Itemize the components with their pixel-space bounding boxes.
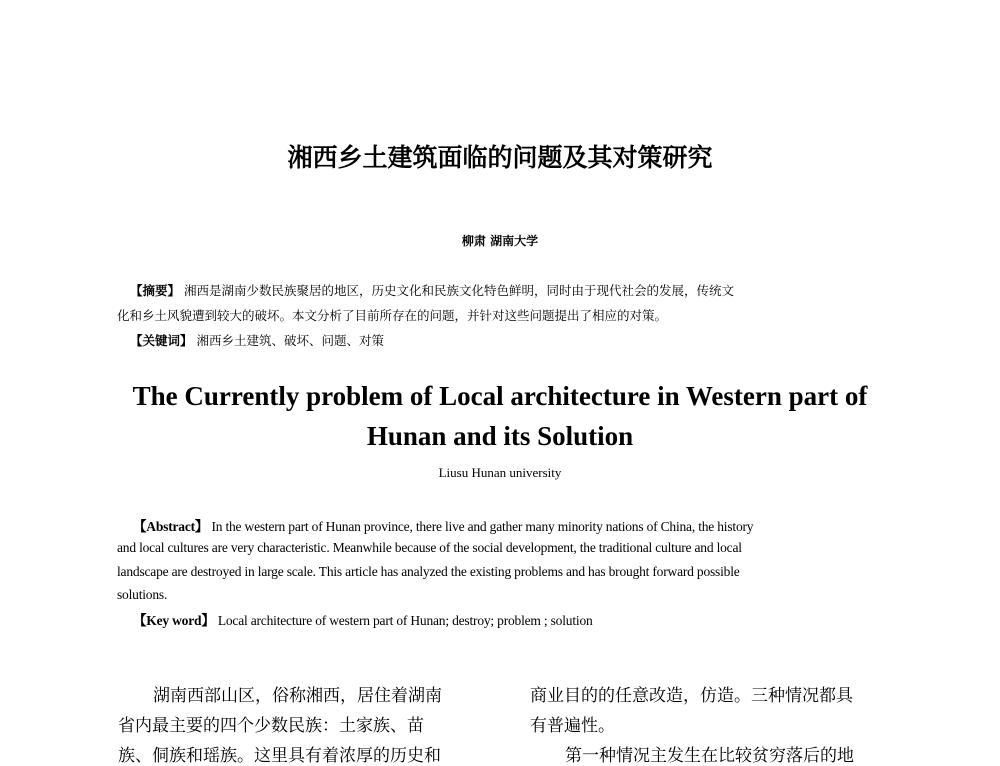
chinese-author: 柳肃 湖南大学 [461,234,539,248]
chinese-title: 湘西乡土建筑面临的问题及其对策研究 [287,143,713,172]
body-left-line-3: 族、侗族和瑶族。这里具有着浓厚的历史和 [118,746,441,766]
english-keywords-label: 【Key word】 [133,613,215,628]
english-abstract-line-4: solutions. [117,587,168,602]
body-right-line-2: 有普遍性。 [530,716,615,736]
chinese-abstract-line-2: 化和乡土风貌遭到较大的破坏。本文分析了目前所存在的问题，并针对这些问题提出了相应的对策。 [117,308,668,323]
abstract-text: 湘西是湖南少数民族聚居的地区，历史文化和民族文化特色鲜明，同时由于现代社会的发展，传统文 [184,283,735,298]
english-title-line-2: Hunan and its Solution [366,421,634,451]
english-abstract-line-2: and local cultures are very characteristic. Meanwhile because of the social development, the traditional culture and local [117,540,742,555]
english-keywords-text: Local architecture of western part of Hunan; destroy; problem ; solution [217,613,593,628]
english-abstract-line-3: landscape are destroyed in large scale. This article has analyzed the existing problems and has brought forward possible [117,564,740,579]
english-author: Liusu Hunan university [438,465,562,480]
body-right-line-3: 第一种情况主发生在比较贫穷落后的地 [565,746,854,766]
body-left-line-2: 省内最主要的四个少数民族：土家族、苗 [118,716,424,736]
chinese-abstract-line-1 [130,281,734,299]
english-keywords [133,609,593,629]
english-abstract-line-1 [133,515,753,535]
chinese-keywords [130,331,384,349]
body-right-line-1: 商业目的的任意改造，仿造。三种情况都具 [530,686,853,706]
english-title-line-1: The Currently problem of Local architecture in Western part of [132,381,868,411]
keywords-label: 【关键词】 [130,333,193,348]
keywords-text: 湘西乡土建筑、破坏、问题、对策 [196,333,385,348]
abstract-label: 【摘要】 [130,283,181,298]
english-abstract-text: In the western part of Hunan province, there live and gather many minority nations of China, the history [211,519,754,534]
english-abstract-label: 【Abstract】 [133,519,209,534]
body-left-line-1: 湖南西部山区，俗称湘西，居住着湖南 [153,686,442,706]
